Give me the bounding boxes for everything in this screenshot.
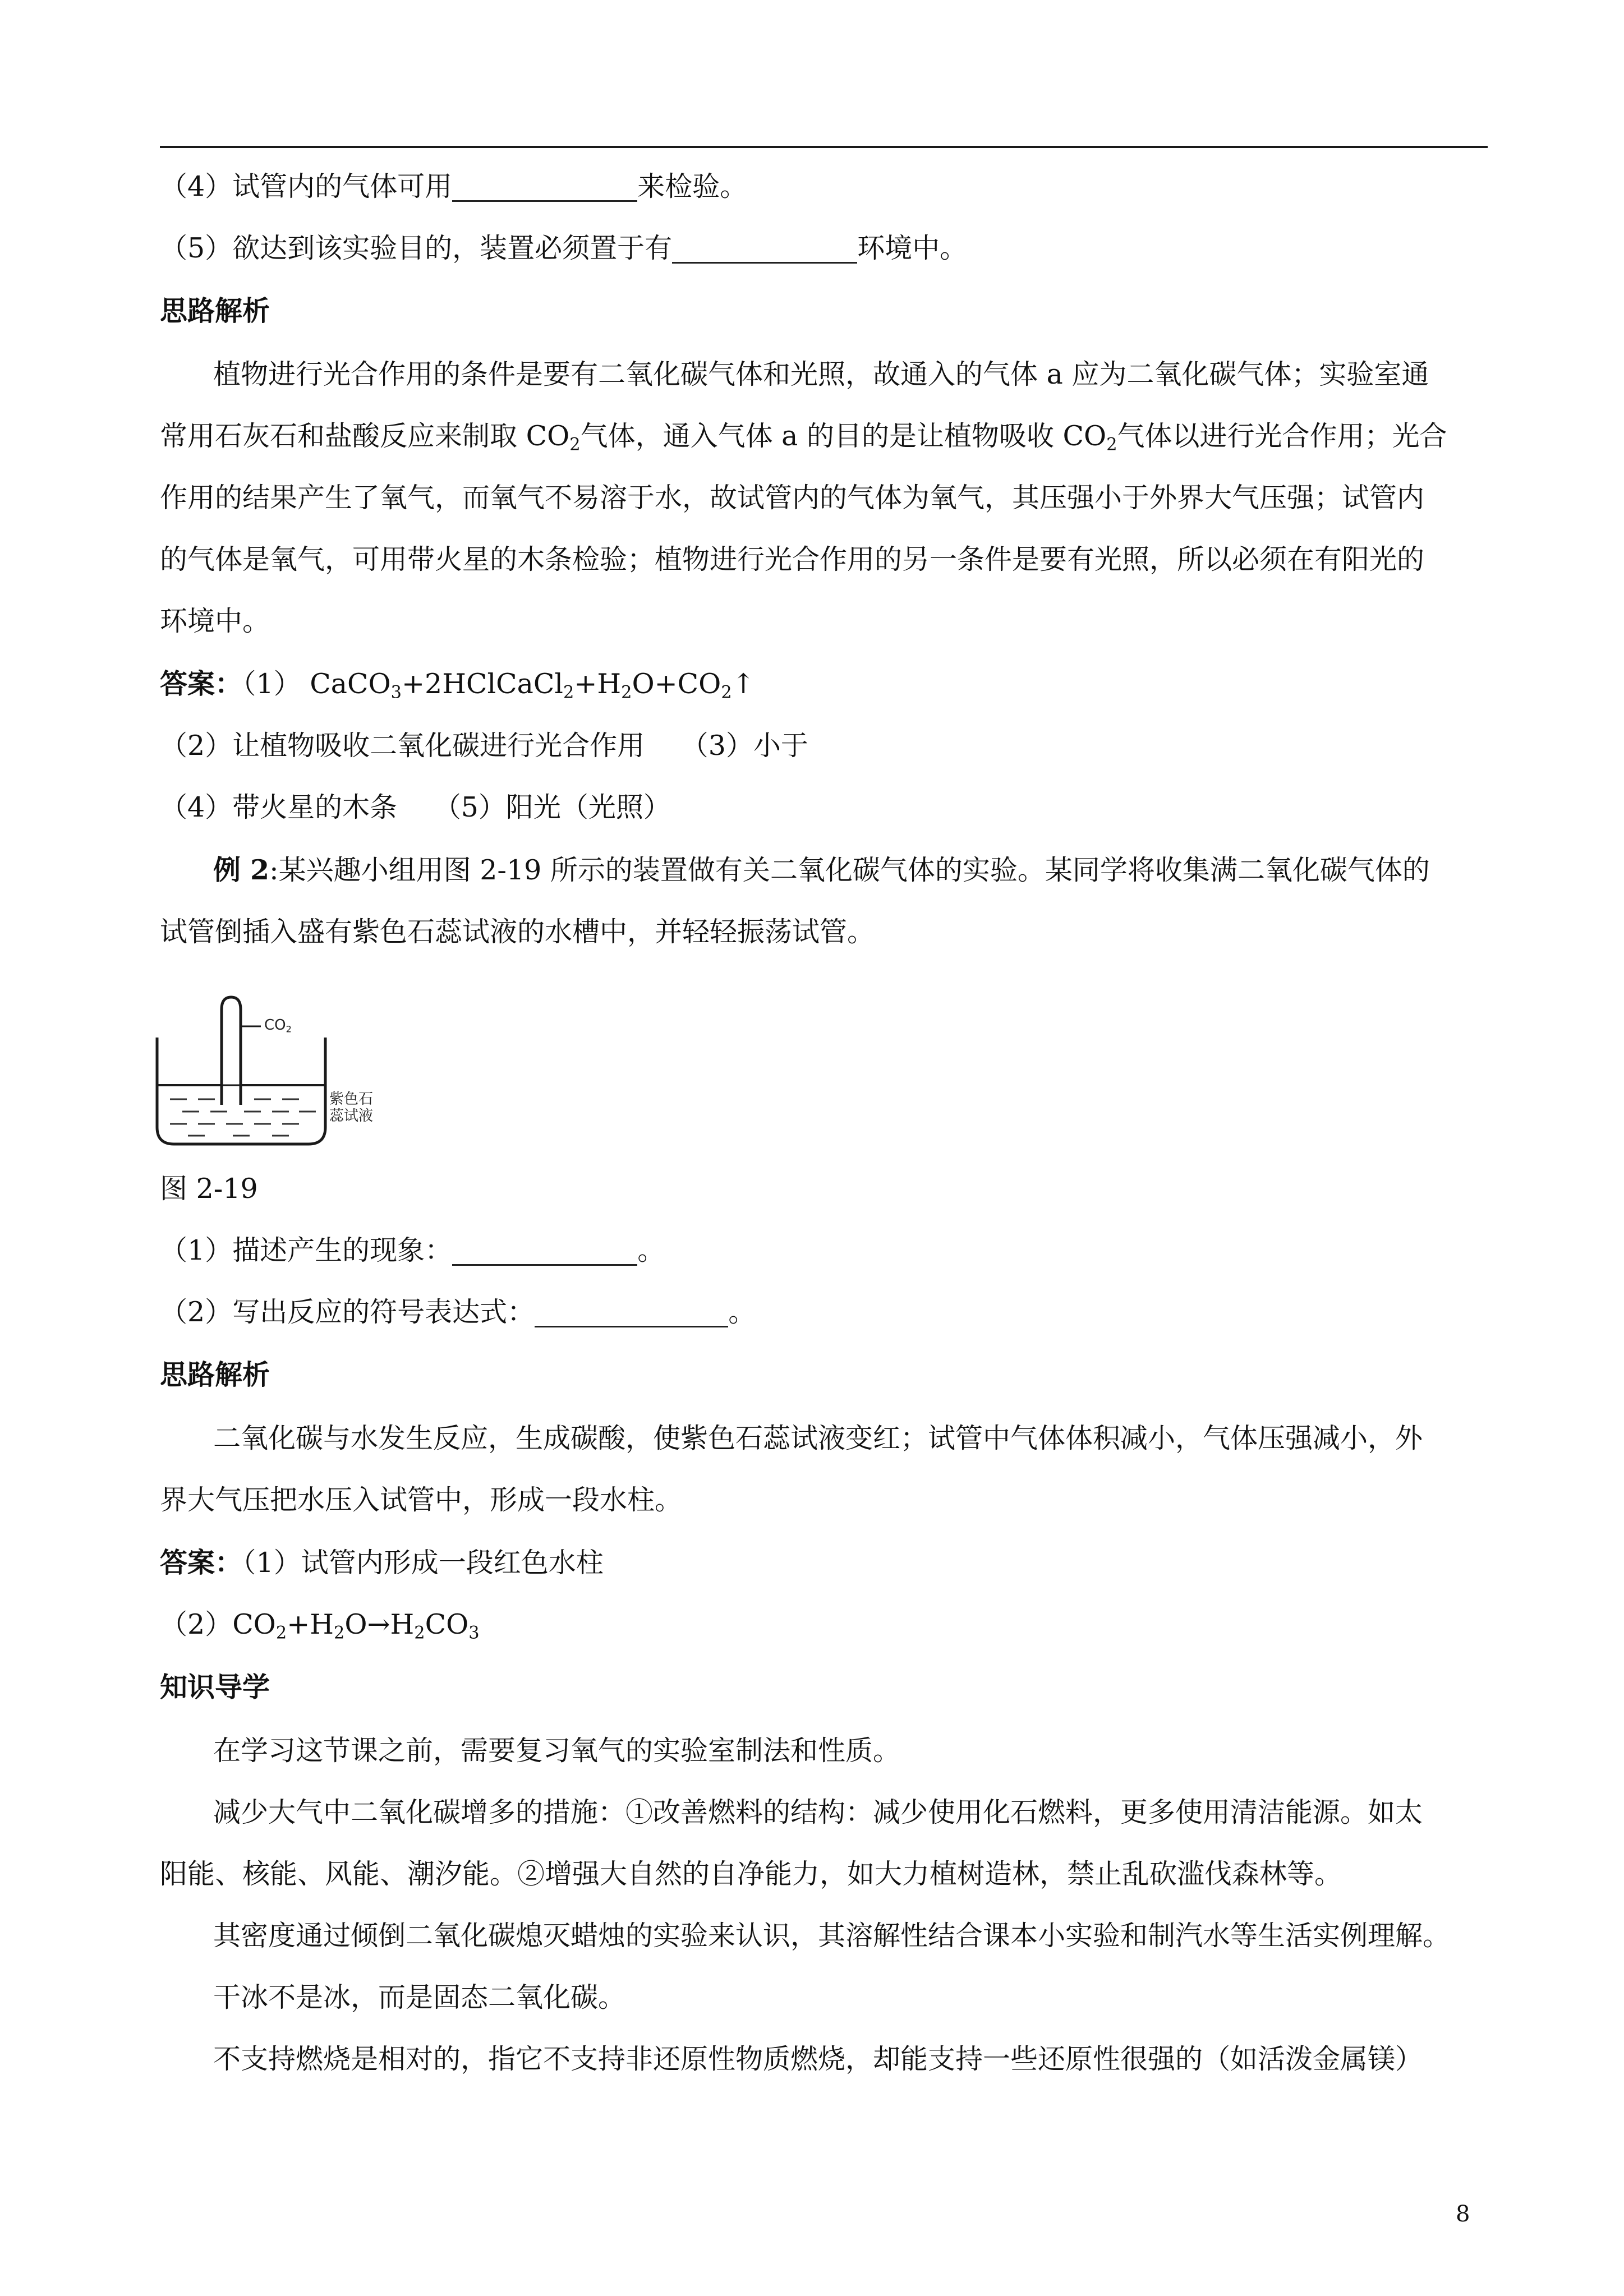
- paragraph-line: 植物进行光合作用的条件是要有二氧化碳气体和光照，故通入的气体 a 应为二氧化碳气体；实验室通: [213, 358, 1429, 390]
- paragraph-line: 环境中。: [160, 605, 270, 637]
- question-5-suffix: 环境中。: [857, 232, 968, 264]
- answer-line: [160, 1546, 604, 1579]
- litmus-label-line: 蕊试液: [329, 1107, 374, 1124]
- experiment-figure: [154, 993, 390, 1155]
- question-1-text: （1）描述产生的现象：: [160, 1234, 453, 1266]
- answer-label: 答案：: [160, 667, 243, 700]
- subscript: 3: [390, 683, 402, 703]
- text-run: +2HClCaCl: [401, 668, 563, 700]
- question-4: [160, 170, 748, 202]
- paragraph-line: 作用的结果产生了氧气，而氧气不易溶于水，故试管内的气体为氧气，其压强小于外界大气压强；试管内: [160, 482, 1425, 514]
- question-2: [160, 1298, 756, 1327]
- question-5-text: （5）欲达到该实验目的，装置必须置于有: [160, 232, 673, 264]
- question-4-suffix: 来检验。: [637, 170, 748, 202]
- answer-blank: [452, 1237, 637, 1266]
- answer-label: 答案：: [160, 1546, 243, 1579]
- subscript: 2: [333, 1623, 345, 1643]
- paragraph-line: 的气体是氧气，可用带火星的木条检验；植物进行光合作用的另一条件是要有光照，所以必须在有阳光的: [160, 543, 1425, 575]
- answer-line: [160, 667, 755, 703]
- paragraph-line: 二氧化碳与水发生反应，生成碳酸，使紫色石蕊试液变红；试管中气体体积减小，气体压强减小，外: [213, 1422, 1423, 1454]
- subscript: 2: [1106, 435, 1117, 455]
- subscript: 2: [621, 683, 632, 703]
- text-run: 常用石灰石和盐酸反应来制取 CO: [160, 420, 570, 452]
- text-run: CaCO: [310, 668, 391, 700]
- answer-blank: [672, 234, 857, 264]
- text-run: CO: [425, 1608, 469, 1640]
- example-label: 例 2: [213, 854, 270, 886]
- gas-arrow-icon: ↑: [732, 668, 755, 700]
- text-run: :某兴趣小组用图 2-19 所示的装置做有关二氧化碳气体的实验。某同学将收集满二氧化碳气体的: [269, 854, 1430, 886]
- paragraph-line: 干冰不是冰，而是固态二氧化碳。: [213, 1981, 626, 2013]
- text-run: （1）试管内形成一段红色水柱: [242, 1547, 604, 1579]
- analysis-heading: 思路解析: [160, 294, 270, 327]
- text-run: +H: [574, 668, 622, 700]
- liquid-hatch: [170, 1099, 316, 1136]
- question-1: [160, 1234, 665, 1266]
- question-2-text: （2）写出反应的符号表达式：: [160, 1296, 535, 1328]
- text-run: H: [390, 1608, 415, 1640]
- text-run: （2）: [160, 1608, 233, 1640]
- subscript: 2: [414, 1623, 425, 1643]
- question-4-text: （4）试管内的气体可用: [160, 170, 453, 202]
- text-run: O: [344, 1608, 367, 1640]
- paragraph-line: 其密度通过倾倒二氧化碳熄灭蜡烛的实验来认识，其溶解性结合课本小实验和制汽水等生活实例理解。: [213, 1920, 1451, 1952]
- answer-line: （2）让植物吸收二氧化碳进行光合作用 （3）小于: [160, 730, 808, 762]
- example-2-line: [213, 856, 1430, 884]
- test-tube: [222, 997, 241, 1105]
- co2-label: $CO_2$: [264, 1017, 292, 1035]
- question-1-suffix: 。: [637, 1234, 665, 1266]
- paragraph-line: 界大气压把水压入试管中，形成一段水柱。: [160, 1484, 683, 1516]
- litmus-label-line: 紫色石: [329, 1091, 374, 1108]
- page-number: 8: [1456, 2201, 1470, 2227]
- example-2-line: 试管倒插入盛有紫色石蕊试液的水槽中，并轻轻振荡试管。: [160, 916, 875, 948]
- question-5: [160, 234, 967, 264]
- header-rule: [160, 146, 1488, 148]
- paragraph-line: 阳能、核能、风能、潮汐能。②增强大自然的自净能力，如大力植树造林，禁止乱砍滥伐森林等。: [160, 1858, 1342, 1890]
- subscript: 3: [468, 1623, 480, 1643]
- knowledge-guide-heading: 知识导学: [160, 1671, 270, 1703]
- paragraph-line: 不支持燃烧是相对的，指它不支持非还原性物质燃烧，却能支持一些还原性很强的（如活泼金属镁）: [213, 2043, 1423, 2075]
- paragraph-line: [160, 420, 1447, 455]
- answer-line: （4）带火星的木条 （5）阳光（光照）: [160, 791, 671, 823]
- paragraph-line: 在学习这节课之前，需要复习氧气的实验室制法和性质。: [213, 1735, 901, 1767]
- reaction-arrow-icon: →: [367, 1608, 390, 1640]
- litmus-label: [329, 1091, 373, 1125]
- text-run: O+CO: [632, 668, 721, 700]
- text-run: 气体，通入气体 a 的目的是让植物吸收 CO: [580, 420, 1107, 452]
- subscript: 2: [275, 1623, 287, 1643]
- subscript: 2: [721, 683, 732, 703]
- text-run: （1）: [242, 668, 310, 700]
- text-run: 气体以进行光合作用；光合: [1117, 420, 1447, 452]
- question-2-suffix: 。: [728, 1296, 756, 1328]
- analysis-heading: 思路解析: [160, 1358, 270, 1391]
- answer-line: [160, 1608, 480, 1643]
- paragraph-line: 减少大气中二氧化碳增多的措施：①改善燃料的结构：减少使用化石燃料，更多使用清洁能源。如太: [213, 1796, 1423, 1828]
- subscript: 2: [563, 683, 574, 703]
- answer-blank: [535, 1298, 728, 1327]
- subscript: 2: [569, 435, 581, 455]
- text-run: CO: [232, 1608, 276, 1640]
- figure-caption: 图 2-19: [160, 1173, 258, 1205]
- answer-blank: [452, 173, 637, 202]
- text-run: +H: [287, 1608, 334, 1640]
